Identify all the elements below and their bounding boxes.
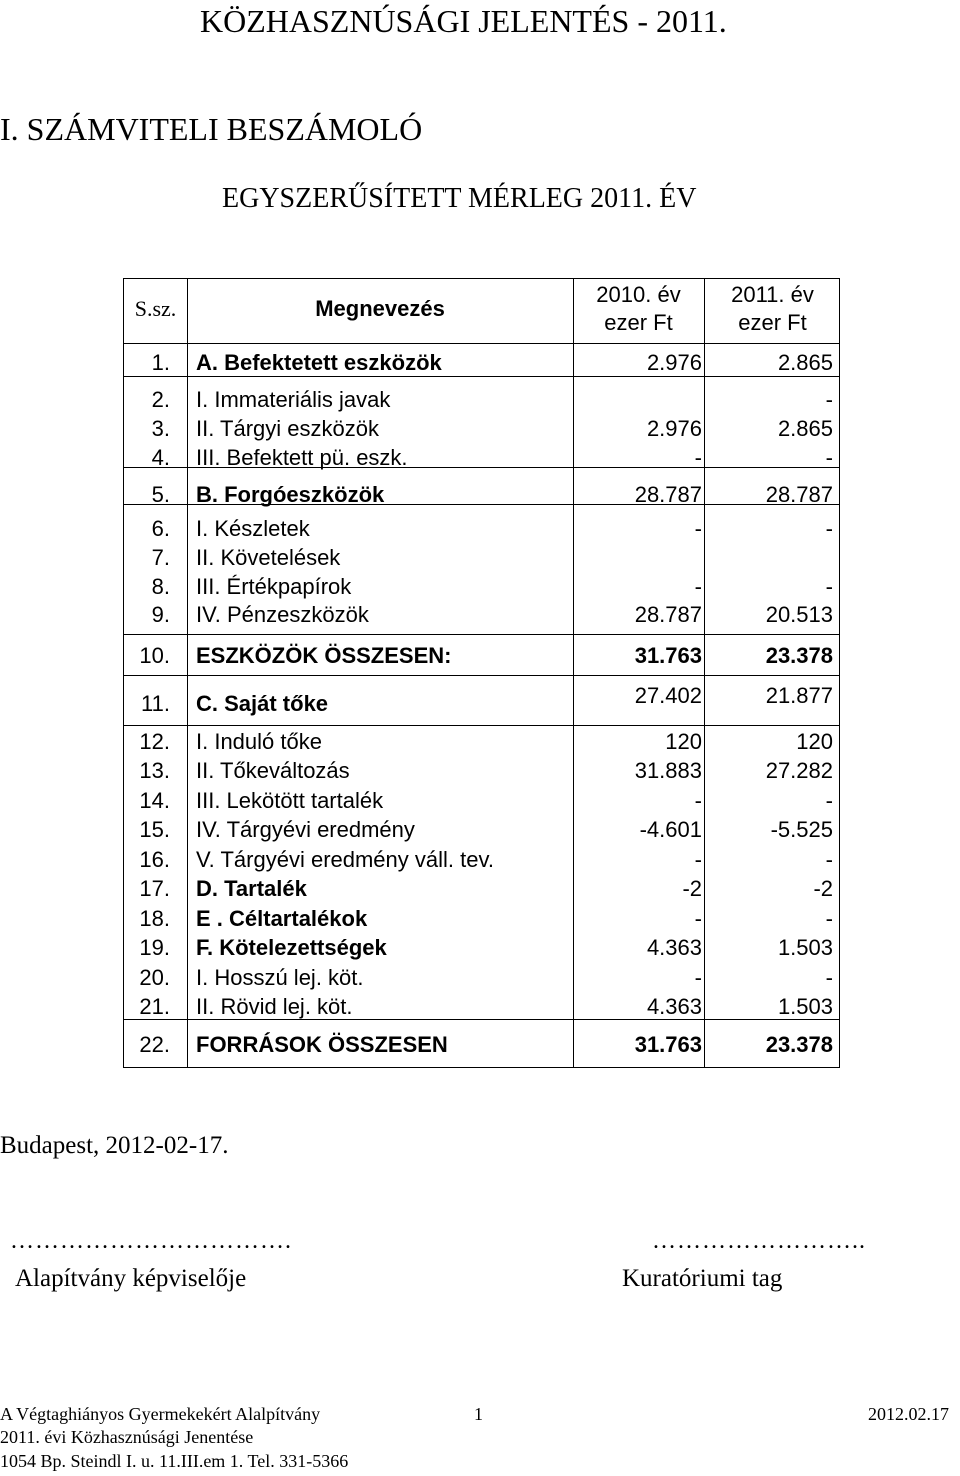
table-row — [124, 934, 841, 962]
header-2011-year: 2011. év — [731, 282, 814, 307]
table-row — [124, 481, 841, 509]
row-label: C. Saját tőke — [196, 691, 329, 716]
row-number: 6. — [151, 516, 170, 541]
row-value-2011: - — [825, 788, 833, 813]
section-heading: I. SZÁMVITELI BESZÁMOLÓ — [0, 111, 423, 147]
row-label: I. Hosszú lej. köt. — [196, 965, 364, 990]
row-number: 7. — [151, 545, 170, 570]
document-title: KÖZHASZNÚSÁGI JELENTÉS - 2011. — [200, 3, 727, 39]
table-row — [124, 993, 841, 1021]
table-row — [124, 544, 841, 572]
row-value-2011: - — [825, 516, 833, 541]
row-label: I. Immateriális javak — [196, 387, 391, 412]
row-value-2011: 20.513 — [765, 602, 833, 627]
header-name: Megnevezés — [315, 296, 445, 321]
signature-label-right: Kuratóriumi tag — [622, 1265, 783, 1292]
row-number: 12. — [139, 729, 170, 754]
table-row — [124, 905, 841, 933]
row-value-2011: - — [825, 906, 833, 931]
row-number: 15. — [139, 817, 170, 842]
row-number: 20. — [139, 965, 170, 990]
footer-address: 1054 Bp. Steindl I. u. 11.III.em 1. Tel. 331-5366 — [0, 1451, 349, 1471]
row-number: 19. — [139, 935, 170, 960]
signature-label-left: Alapítvány képviselője — [15, 1265, 247, 1292]
table-row — [124, 683, 841, 718]
row-value-2011: -2 — [813, 876, 833, 901]
balance-sheet-subtitle: EGYSZERŰSÍTETT MÉRLEG 2011. ÉV — [222, 183, 697, 214]
row-value-2011: 23.378 — [765, 643, 833, 668]
table-row — [124, 444, 841, 472]
row-number: 4. — [151, 445, 170, 470]
row-value-2010: 31.883 — [634, 758, 702, 783]
row-value-2010: 31.763 — [634, 643, 702, 668]
row-label: F. Kötelezettségek — [196, 935, 387, 960]
row-value-2010: 31.763 — [634, 1032, 702, 1057]
row-number: 2. — [151, 387, 170, 412]
row-number: 10. — [139, 643, 170, 668]
table-row — [124, 875, 841, 903]
header-2010-year: 2010. év — [596, 282, 681, 307]
row-number: 1. — [151, 350, 170, 375]
row-label: II. Követelések — [196, 545, 341, 570]
table-row — [124, 964, 841, 992]
header-2011-unit: ezer Ft — [738, 310, 807, 335]
table-row — [124, 642, 841, 670]
table-row — [124, 1031, 841, 1059]
row-label: IV. Pénzeszközök — [196, 602, 369, 627]
row-value-2010: -4.601 — [639, 817, 702, 842]
footer-organization: A Végtaghiányos Gyermekekért Alalpítvány — [0, 1404, 321, 1424]
table-row — [124, 728, 841, 756]
row-value-2011: 28.787 — [765, 482, 833, 507]
row-value-2011: - — [825, 574, 833, 599]
header-divider — [124, 343, 839, 344]
row-divider — [124, 675, 839, 676]
signature-line-right: …………………….. — [652, 1228, 866, 1254]
row-label: I. Induló tőke — [196, 729, 322, 754]
row-value-2010: -2 — [682, 876, 702, 901]
row-number: 11. — [141, 691, 170, 716]
row-number: 9. — [151, 602, 170, 627]
row-value-2011: - — [825, 387, 833, 412]
row-number: 16. — [139, 847, 170, 872]
header-2010 — [573, 281, 704, 337]
row-value-2010: 120 — [665, 729, 702, 754]
table-row — [124, 601, 841, 629]
row-divider — [124, 634, 839, 635]
row-value-2010: - — [694, 906, 702, 931]
row-value-2011: 1.503 — [777, 935, 833, 960]
row-number: 17. — [139, 876, 170, 901]
row-number: 13. — [139, 758, 170, 783]
row-label: II. Tárgyi eszközök — [196, 416, 379, 441]
row-value-2010: - — [694, 788, 702, 813]
header-2011 — [704, 281, 841, 337]
row-label: FORRÁSOK ÖSSZESEN — [196, 1032, 448, 1057]
row-value-2011: - — [825, 965, 833, 990]
row-value-2011: 21.877 — [765, 683, 833, 708]
table-row — [124, 816, 841, 844]
row-value-2010: - — [694, 847, 702, 872]
row-value-2010: - — [694, 574, 702, 599]
balance-sheet-table — [123, 278, 840, 1068]
row-label: B. Forgóeszközök — [196, 482, 385, 507]
row-value-2010: 28.787 — [634, 602, 702, 627]
table-row — [124, 573, 841, 601]
footer-page-number: 1 — [474, 1404, 483, 1424]
row-value-2010: 4.363 — [646, 994, 702, 1019]
row-label: ESZKÖZÖK ÖSSZESEN: — [196, 643, 452, 668]
row-label: E . Céltartalékok — [196, 906, 368, 931]
row-label: III. Értékpapírok — [196, 574, 352, 599]
row-value-2010: - — [694, 965, 702, 990]
row-number: 22. — [139, 1032, 170, 1057]
row-number: 14. — [139, 788, 170, 813]
table-row — [124, 415, 841, 443]
row-label: III. Befektett pü. eszk. — [196, 445, 408, 470]
row-value-2011: 27.282 — [765, 758, 833, 783]
row-value-2010: - — [694, 516, 702, 541]
header-2010-unit: ezer Ft — [604, 310, 673, 335]
row-value-2011: - — [825, 847, 833, 872]
row-number: 21. — [139, 994, 170, 1019]
row-divider — [124, 725, 839, 726]
row-value-2011: -5.525 — [770, 817, 833, 842]
row-value-2010: 28.787 — [634, 482, 702, 507]
row-value-2010: 2.976 — [646, 416, 702, 441]
row-number: 8. — [151, 574, 170, 599]
row-number: 5. — [151, 482, 170, 507]
row-label: III. Lekötött tartalék — [196, 788, 384, 813]
row-value-2010: - — [694, 445, 702, 470]
footer-date: 2012.02.17 — [868, 1404, 949, 1424]
row-label: II. Tőkeváltozás — [196, 758, 350, 783]
row-number: 3. — [151, 416, 170, 441]
table-row — [124, 757, 841, 785]
row-value-2011: 120 — [796, 729, 833, 754]
table-row — [124, 515, 841, 543]
row-value-2010: 2.976 — [646, 350, 702, 375]
row-value-2011: 2.865 — [777, 350, 833, 375]
header-ssz: S.sz. — [134, 296, 177, 321]
row-value-2011: 23.378 — [765, 1032, 833, 1057]
signature-line-left: ……………………………. — [10, 1228, 292, 1254]
table-row — [124, 349, 841, 377]
table-row — [124, 386, 841, 414]
row-value-2011: 2.865 — [777, 416, 833, 441]
row-number: 18. — [139, 906, 170, 931]
row-value-2010: 4.363 — [646, 935, 702, 960]
row-label: I. Készletek — [196, 516, 310, 541]
row-value-2011: - — [825, 445, 833, 470]
row-label: V. Tárgyévi eredmény váll. tev. — [196, 847, 494, 872]
row-label: IV. Tárgyévi eredmény — [196, 817, 415, 842]
row-label: II. Rövid lej. köt. — [196, 994, 353, 1019]
row-value-2011: 1.503 — [777, 994, 833, 1019]
place-and-date: Budapest, 2012-02-17. — [0, 1132, 229, 1159]
table-row — [124, 846, 841, 874]
row-value-2010: 27.402 — [634, 683, 702, 708]
row-label: A. Befektetett eszközök — [196, 350, 442, 375]
footer-report-name: 2011. évi Közhasznúsági Jenentése — [0, 1427, 254, 1447]
table-row — [124, 787, 841, 815]
row-label: D. Tartalék — [196, 876, 307, 901]
